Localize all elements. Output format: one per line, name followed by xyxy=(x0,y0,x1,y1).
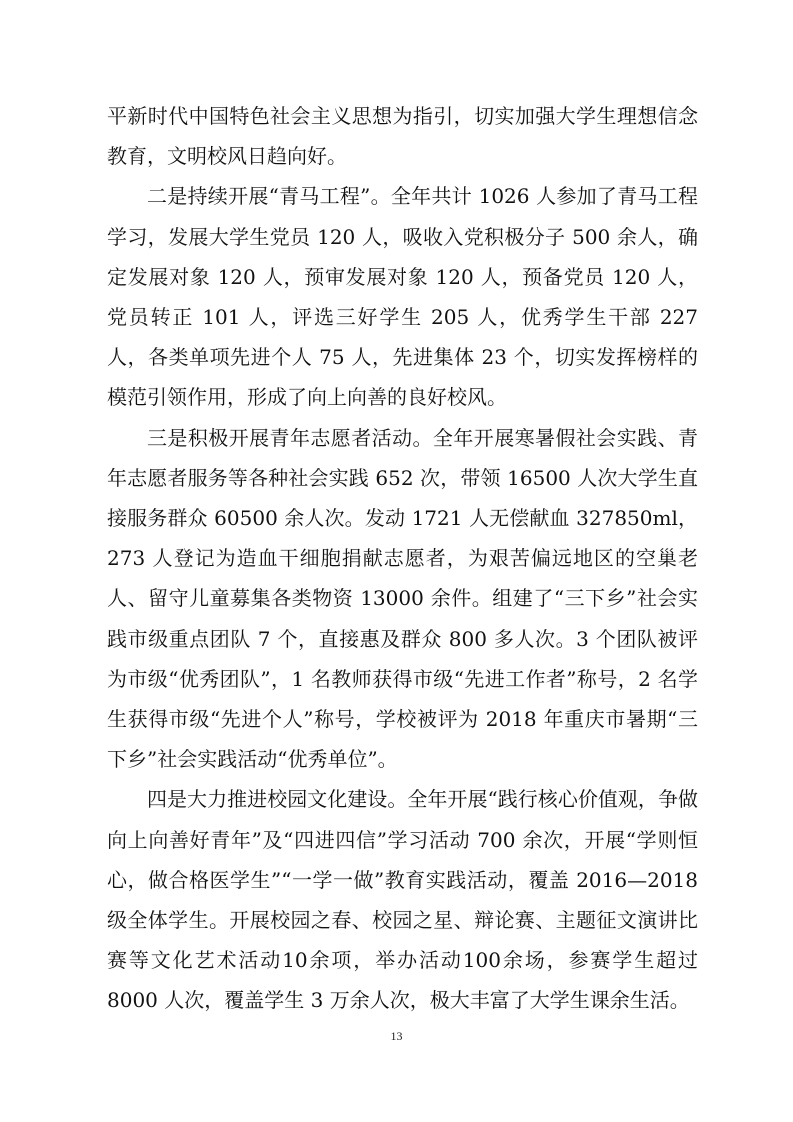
document-body xyxy=(107,96,698,1021)
paragraph-volunteer-activities: 三是积极开展青年志愿者活动。全年开展寒暑假社会实践、青年志愿者服务等各种社会实践 652 次，带领 16500 人次大学生直接服务群众 60500 余人次。发动 1721 人无偿献血 327850ml，273 人登记为造血干细胞捐献志愿者，为艰苦偏远地区的空巢老人、留守儿童募集各类物资 13000 余件。组建了“三下乡”社会实践市级重点团队 7 个，直接惠及群众 800 多人次。3 个团队被评为市级“优秀团队”，1 名教师获得市级“先进工作者”称号，2 名学生获得市级“先进个人”称号，学校被评为 2018 年重庆市暑期“三下乡”社会实践活动“优秀单位”。 xyxy=(107,425,698,772)
page-number: 13 xyxy=(390,1029,403,1043)
paragraph-campus-culture: 四是大力推进校园文化建设。全年开展“践行核心价值观，争做向上向善好青年”及“四进四信”学习活动 700 余次，开展“学则恒心，做合格医学生”“一学一做”教育实践活动，覆盖 2016—2018 级全体学生。开展校园之春、校园之星、辩论赛、主题征文演讲比赛等文化艺术活动10余项，举办活动100余场，参赛学生超过 8000 人次，覆盖学生 3 万余人次，极大丰富了大学生课余生活。 xyxy=(107,787,698,1013)
paragraph-continuation: 平新时代中国特色社会主义思想为指引，切实加强大学生理想信念教育，文明校风日趋向好。 xyxy=(107,104,698,169)
paragraph-qingma-project: 二是持续开展“青马工程”。全年共计 1026 人参加了青马工程学习，发展大学生党员 120 人，吸收入党积极分子 500 余人，确定发展对象 120 人，预审发展对象 120 人，预备党员 120 人，党员转正 101 人，评选三好学生 205 人，优秀学生干部 227 人，各类单项先进个人 75 人，先进集体 23 个，切实发挥榜样的模范引领作用，形成了向上向善的良好校风。 xyxy=(107,184,698,410)
